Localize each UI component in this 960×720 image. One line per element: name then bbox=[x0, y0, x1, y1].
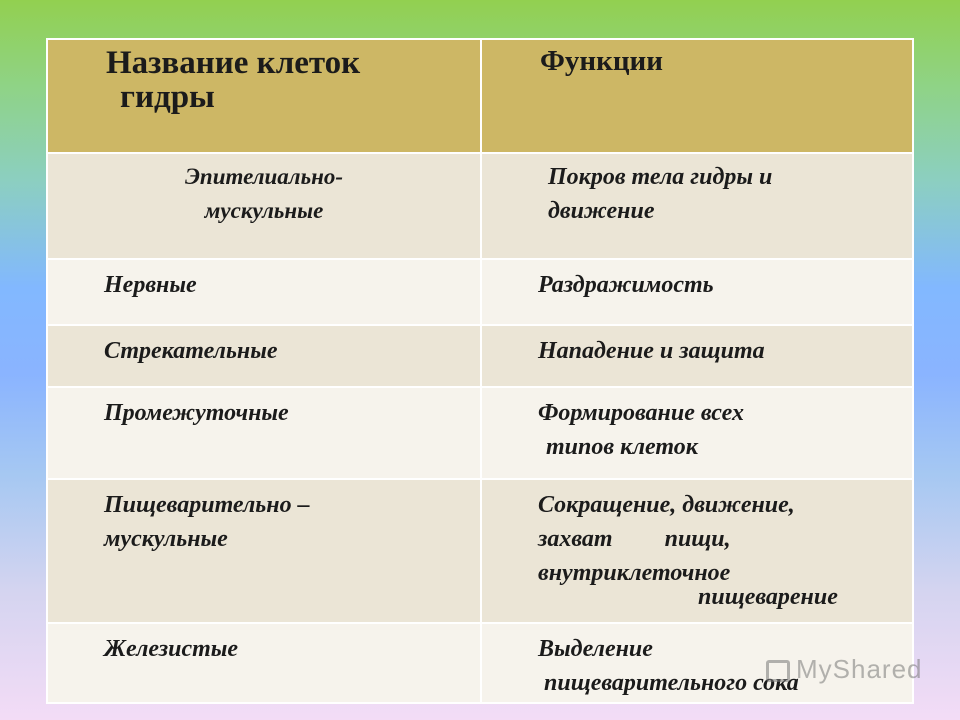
header-cell-name-line1: Название клеток bbox=[106, 45, 361, 81]
cell-function bbox=[481, 325, 913, 387]
presentation-icon bbox=[766, 660, 790, 682]
cell-name-text: Стрекательные bbox=[104, 338, 278, 364]
function-text: Раздражимость bbox=[538, 272, 714, 298]
function-line1: Сокращение, движение, bbox=[538, 492, 795, 518]
cell-name-text: Промежуточные bbox=[104, 400, 289, 426]
table-row bbox=[47, 153, 913, 259]
function-line2: движение bbox=[548, 198, 655, 224]
cell-name-text: Нервные bbox=[104, 272, 197, 298]
hydra-cells-table bbox=[46, 38, 914, 704]
function-line1: Формирование всех bbox=[538, 400, 744, 426]
table-header-row bbox=[47, 39, 913, 153]
cell-name-line1: Эпителиально- bbox=[184, 164, 344, 189]
table-row bbox=[47, 387, 913, 479]
function-text: Нападение и защита bbox=[538, 338, 765, 364]
cell-name bbox=[47, 153, 481, 259]
function-line1: Покров тела гидры и bbox=[548, 164, 773, 190]
function-line3: внутриклеточное bbox=[538, 560, 731, 586]
function-line2-part1: захват bbox=[538, 526, 613, 552]
table-row bbox=[47, 479, 913, 623]
header-cell-cell-name bbox=[47, 39, 481, 153]
cell-name-line1: Пищеварительно – bbox=[104, 492, 310, 518]
cell-function bbox=[481, 387, 913, 479]
function-line2: типов клеток bbox=[546, 434, 698, 460]
cell-name-text: Железистые bbox=[104, 636, 239, 662]
table-row bbox=[47, 259, 913, 325]
cell-name bbox=[47, 259, 481, 325]
cell-name bbox=[47, 387, 481, 479]
header-functions-label: Функции bbox=[540, 45, 663, 77]
table-row bbox=[47, 325, 913, 387]
header-cell-functions bbox=[481, 39, 913, 153]
function-line4: пищеварение bbox=[698, 584, 838, 610]
header-cell-name-line2: гидры bbox=[120, 79, 215, 115]
cell-name-line2: мускульные bbox=[104, 526, 228, 552]
function-line1: Выделение bbox=[538, 636, 653, 662]
function-line2 bbox=[538, 522, 912, 556]
cell-function bbox=[481, 479, 913, 623]
function-line2-part2: пищи, bbox=[664, 526, 731, 552]
watermark-text: MyShared bbox=[796, 654, 923, 684]
cell-function bbox=[481, 259, 913, 325]
cell-function bbox=[481, 153, 913, 259]
cell-name bbox=[47, 623, 481, 703]
watermark bbox=[766, 654, 923, 685]
function-line2: пищеварительного сока bbox=[544, 670, 799, 696]
cell-name-line2: мускульные bbox=[204, 198, 324, 223]
cell-name bbox=[47, 479, 481, 623]
cell-name bbox=[47, 325, 481, 387]
